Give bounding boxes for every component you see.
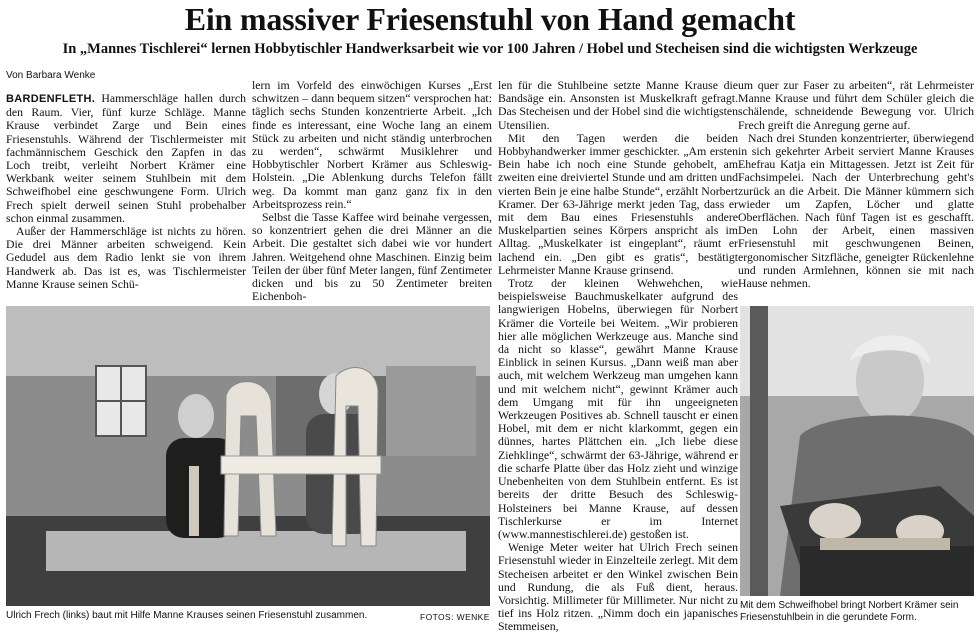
byline: Von Barbara Wenke <box>6 70 96 81</box>
paragraph: Außer der Hammerschläge ist nichts zu hören. Die drei Männer arbeiten schweigend. Kein Gedudel aus dem Radio lenkt sie von ihrem Handwerk ab. Das ist es, was Tischlermeister Manne Krause seinen Schü- <box>6 224 246 291</box>
photo-caption-2: Mit dem Schweifhobel bringt Norbert Krämer sein Friesenstuhlbein in die gerundete Form. <box>740 600 959 623</box>
spokeshave-photo-image <box>740 306 974 596</box>
headline: Ein massiver Friesenstuhl von Hand gemacht <box>184 1 796 37</box>
paragraph: len für die Stuhlbeine setzte Manne Krause die Bandsäge ein. Ansonsten ist Muskelkraft gefragt. Das Stecheisen und der Hobel sind die wichtigsten Utensilien. <box>498 78 738 132</box>
paragraph: lern im Vorfeld des einwöchigen Kurses „Erst schwitzen – dann bequem sitzen“ versprochen hat: täglich sechs Stunden konzentrierte Arbeit. „Ich finde es interessant, eine Woche lang an einem Stück zu arbeiten und nicht ständig unterbrochen zu werden“, schwärmt Musiklehrer und Hobbytischler Norbert Krämer aus Schleswig-Holstein. „Die Ablenkung durchs Telefon fällt weg. Da kommt man ganz ganz fix in den Arbeitsprozess rein.“ <box>252 78 492 211</box>
spokeshave-photo <box>740 306 974 596</box>
paragraph: um quer zur Faser zu arbeiten“, rät Lehrmeister Manne Krause und führt dem Schüler gleich die schälende, schneidende Bewegung vor. Ulrich Frech greift die Anregung gerne auf. <box>738 78 974 132</box>
dateline: BARDENFLETH. <box>6 93 96 105</box>
workshop-photo-image <box>6 306 490 606</box>
paragraph <box>6 92 246 225</box>
paragraph: Trotz der kleinen Wehwehchen, wie beispielsweise Bauchmuskelkater aufgrund des langwierigen Hobelns, überwiegen für Norbert Krämer die Vorteile bei Weitem. „Wir probieren hier alle möglichen Werkzeuge aus. Manche sind da nicht so klasse“, gewährt Manne Krause Einblick in seinen Kursus. „Dann weiß man aber auch, mit welchem Werkzeug man umgehen kann und mit welchem nicht“, gewinnt Krämer auch dem Umgang mit für ihn ungeeigneten Werkzeugen Positives ab. Schnell tauscht er einen Hobel, mit dem er nicht klarkommt, gegen ein dünnes, hartes Plättchen ein. „Ich liebe diese Ziehklinge“, schwärmt der 63-Jährige, während er die scharfe Platte über das Holz zieht und winzige Unebenheiten von dem Stuhlbein entfernt. Es ist bereits der dritte Besuch des Schleswig-Holsteiners bei Manne Krause, auf dessen Tischlerkurse er im Internet (www.mannestischlerei.de) gestoßen ist. <box>498 276 738 541</box>
paragraph-text: Hammerschläge hallen durch den Raum. Vier, fünf kurze Schläge. Manne Krause verbindet Zarge und Bein eines Friesenstuhls. Während der Tischlermeister mit fachmännischem Geschick den Zapfen in das Loch treibt, verleiht Norbert Krämer eine Werkbank weiter seinem Stuhlbein mit dem Schweifhobel eine geschwungene Form. Ulrich Frech spielt derweil seinen Stuhl probehalber schon einmal zusammen. <box>6 91 246 225</box>
article-column-2 <box>252 79 492 303</box>
photo-credit: FOTOS: WENKE <box>420 612 490 622</box>
workshop-photo <box>6 306 490 606</box>
photo-caption-1: Ulrich Frech (links) baut mit Hilfe Manne Krauses seinen Friesenstuhl zusammen. <box>6 610 368 621</box>
paragraph: Mit den Tagen werden die beiden Hobbyhandwerker immer geschickter. „Am ersten Bein habe ich noch eine Stunde gehobelt, am zweiten eine dreiviertel Stunde und am dritten und vierten Bein je eine halbe Stunde“, erzählt Norbert Kramer. Der 63-Jährige merkt jeden Tag, dass er mit dem Bau eines Friesenstuhls andere Muskelpartien seines Körpers anspricht als im Alltag. „Muskelkater ist eingeplant“, räumt er lachend ein. „Den gibt es gratis“, bestätigt Lehrmeister Manne Krause grinsend. <box>498 130 738 277</box>
article-column-1 <box>6 92 246 302</box>
paragraph: Selbst die Tasse Kaffee wird beinahe vergessen, so konzentriert gehen die drei Männer an die Arbeit. Die gestaltet sich dabei wie vor hundert Jahren. Weitgehend ohne Maschinen. Einzig beim Teilen der über fünf Meter langen, fünf Zentimeter dicken und bis zu 50 Zentimeter breiten Eichenboh- <box>252 210 492 304</box>
subheadline: In „Mannes Tischlerei“ lernen Hobbytischler Handwerksarbeit wie vor 100 Jahren / Hobel und Stecheisen sind die wichtigsten Werkzeuge <box>62 41 918 57</box>
paragraph: Nach drei Stunden konzentrierter, überwiegend in sich gekehrter Arbeit serviert Manne Krauses Ehefrau Katja ein Mittagessen. Jetzt ist Zeit für Fachsimpelei. Nach der Unterbrechung geht's zurück an die Arbeit. Die Männer kümmern sich wieder um Zapfen, Löcher und glatte Oberflächen. Nach fünf Tagen ist es geschafft. Den Lohn der Arbeit, einen massiven Friesenstuhl mit geschwungenen Beinen, ergonomischer Sitzfläche, geneigter Rückenlehne und runden Armlehnen, können sie mit nach Hause nehmen. <box>738 130 974 291</box>
paragraph: Wenige Meter weiter hat Ulrich Frech seinen Friesenstuhl wieder in Einzelteile zerlegt. Mit dem Stecheisen arbeitet er den Winkel zwischen Bein und Rundung, die als Fuß dient, heraus. Vorsichtig. Millimeter für Millimeter. Nur nicht zu tief ins Holz ritzen. „Nimm doch ein japanisches Stemmeisen, <box>498 540 738 634</box>
article-column-4 <box>738 79 974 293</box>
article-column-3 <box>498 78 738 634</box>
